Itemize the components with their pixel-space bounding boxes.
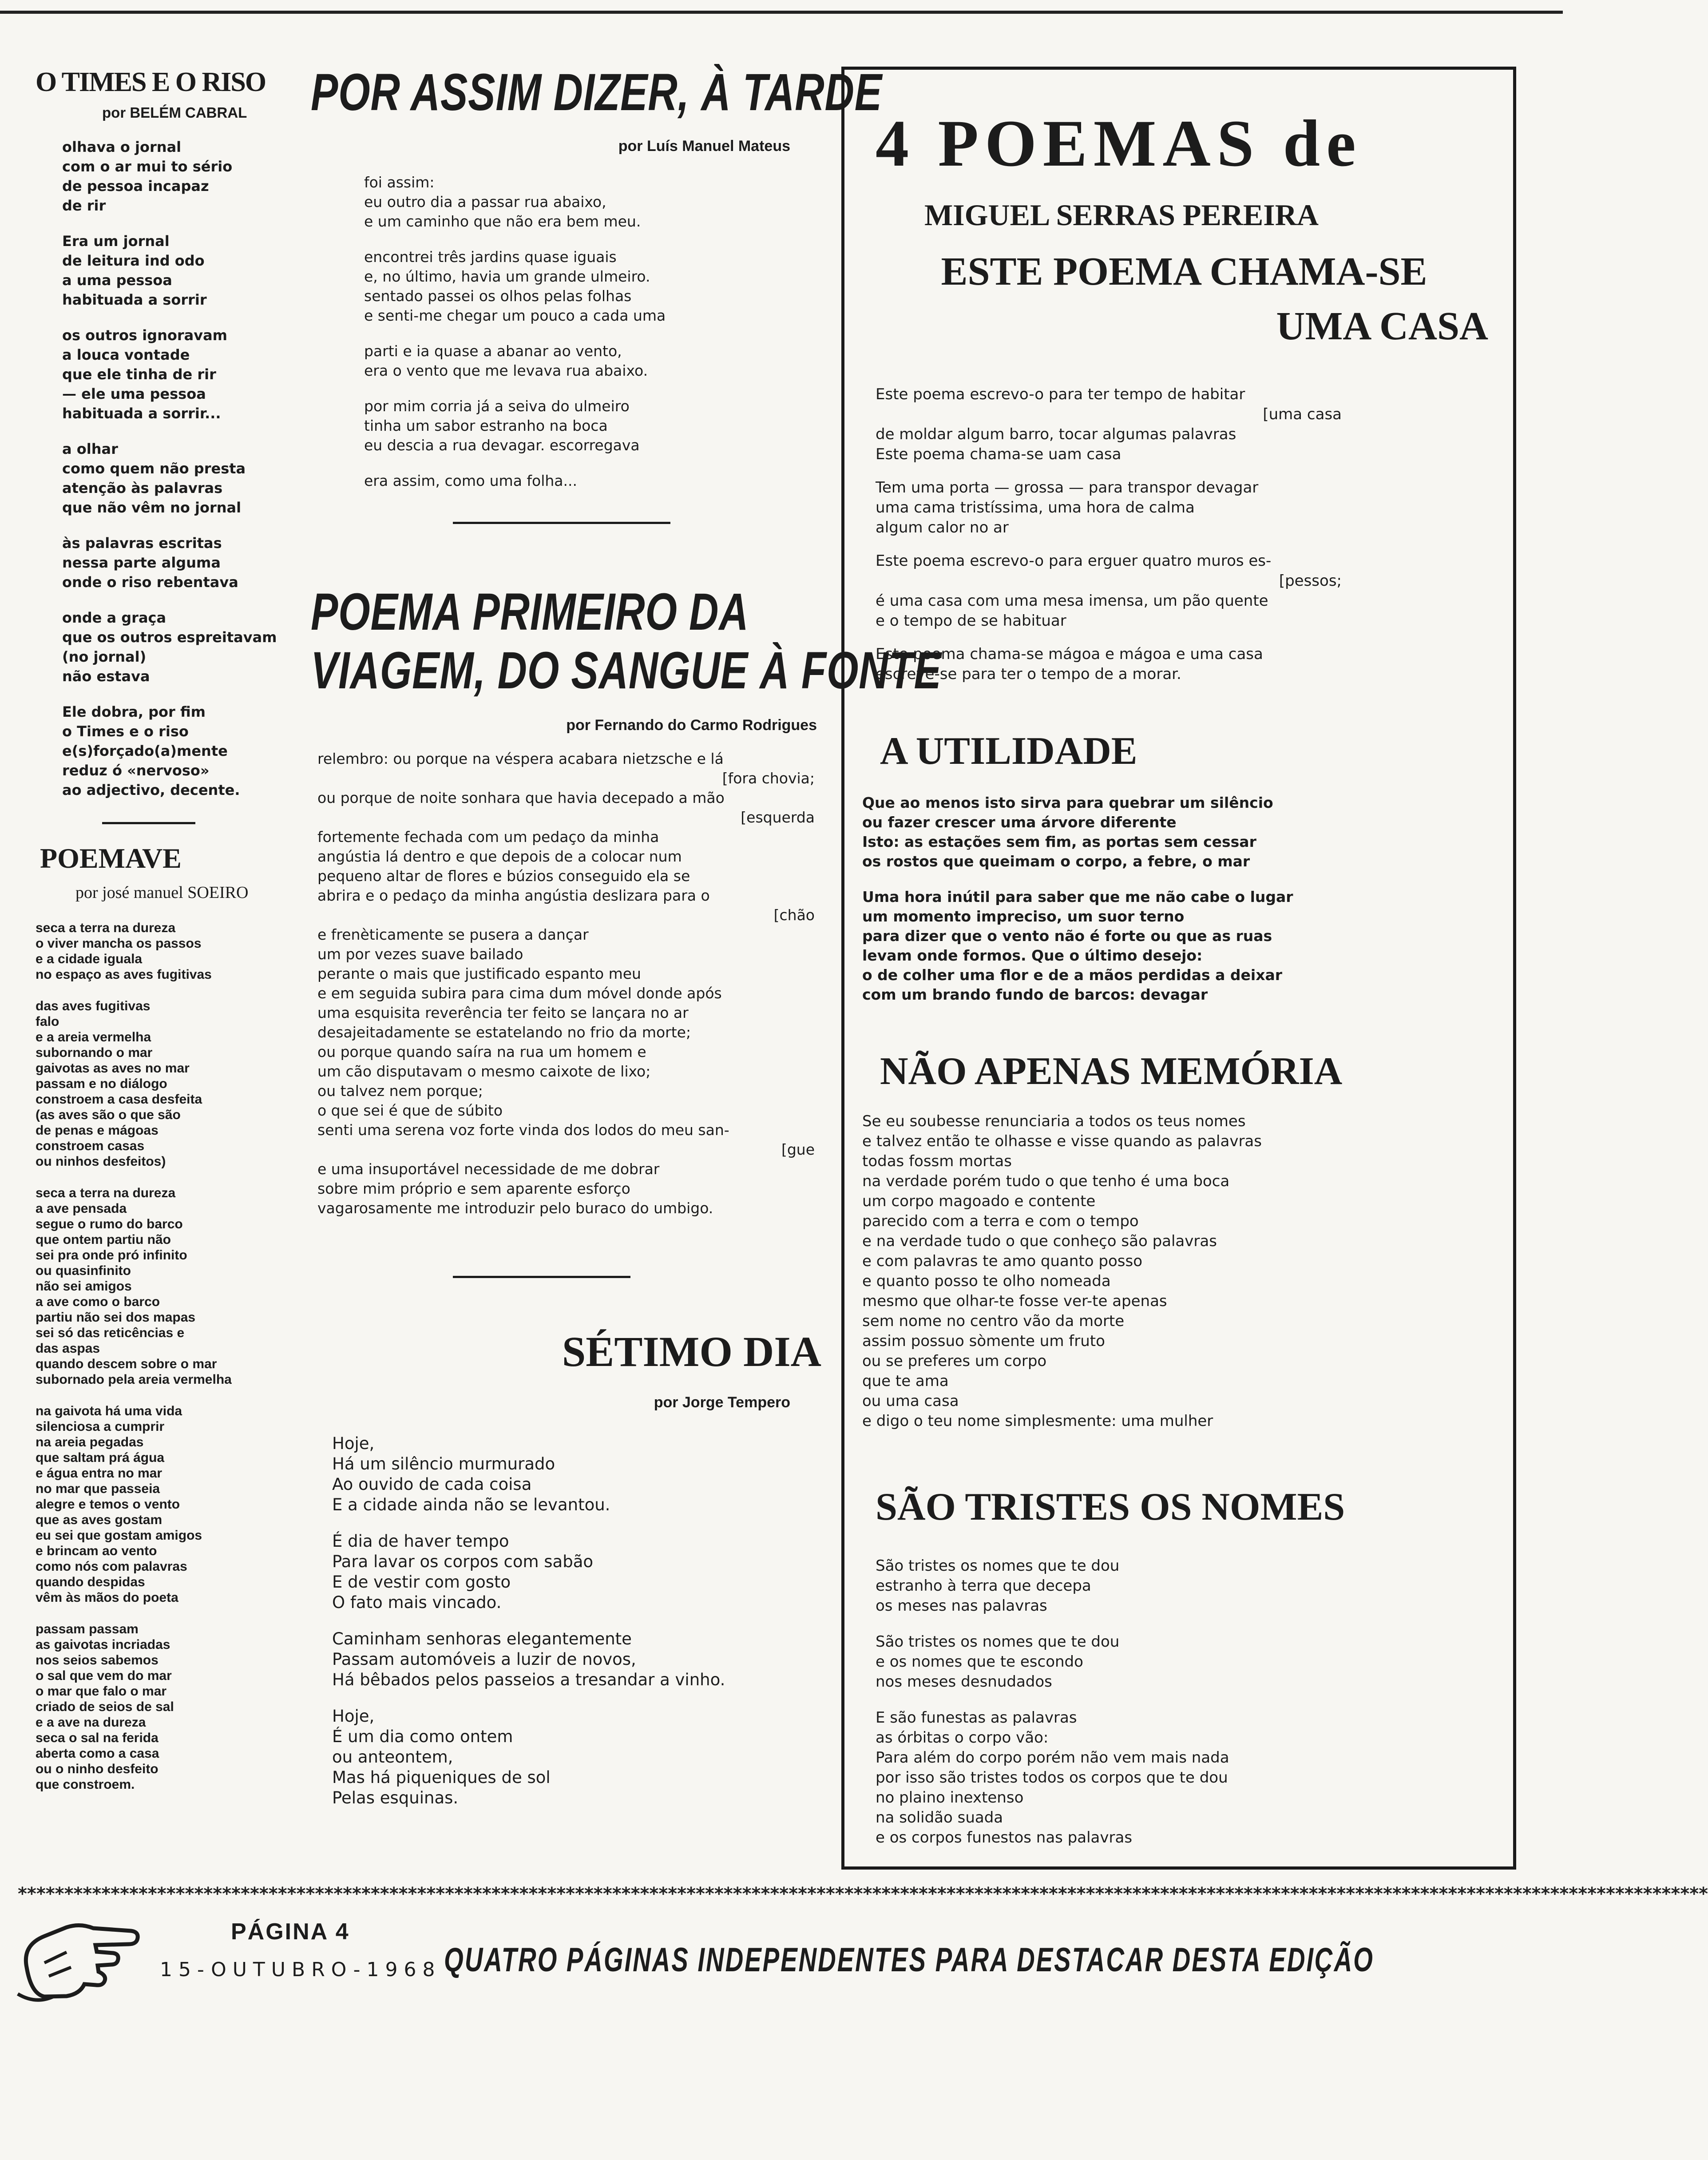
assim-title: POR ASSIM DIZER, À TARDE: [311, 63, 882, 122]
poem-line: e na verdade tudo o que conheço são palavras: [862, 1232, 1217, 1250]
poem-line: Que ao menos isto sirva para quebrar um silêncio: [862, 794, 1273, 811]
stanza: [62, 702, 293, 800]
poem-line: para dizer que o vento não é forte ou que as ruas: [862, 927, 1272, 945]
poem-line: e(s)forçado(a)mente: [62, 742, 228, 759]
poem-line: que os outros espreitavam: [62, 629, 277, 646]
poem-line: eu outro dia a passar rua abaixo,: [364, 193, 606, 210]
stanza: [62, 137, 293, 215]
times-byline: por BELÉM CABRAL: [102, 104, 247, 121]
poem-line: aberta como a casa: [36, 1746, 159, 1761]
poem-line: [gue: [781, 1141, 815, 1158]
poem-line: na verdade porém tudo o que tenho é uma boca: [862, 1172, 1230, 1190]
poem-line: e os corpos funestos nas palavras: [876, 1829, 1133, 1846]
poem-line: e senti-me chegar um pouco a cada uma: [364, 307, 666, 324]
poem-line: reduz ó «nervoso»: [62, 762, 210, 779]
viagem-poem: [317, 749, 815, 1218]
stanza: [62, 439, 293, 517]
poem-line: os outros ignoravam: [62, 327, 227, 344]
poem-line: com um brando fundo de barcos: devagar: [862, 986, 1208, 1003]
poem-line: e os nomes que te escondo: [876, 1653, 1083, 1671]
poem-line: [fora chovia;: [722, 770, 815, 787]
poem-line: habituada a sorrir: [62, 291, 207, 308]
poem-line: vêm às mãos do poeta: [36, 1590, 178, 1605]
poem-line: falo: [36, 1014, 59, 1029]
poem-line: não sei amigos: [36, 1279, 132, 1294]
p4-poem: [876, 1556, 1488, 1848]
stanza: [364, 341, 826, 381]
poem-line: que ele tinha de rir: [62, 366, 216, 383]
poem-line: o viver mancha os passos: [36, 936, 202, 951]
viagem-title-line1: POEMA PRIMEIRO DA: [311, 583, 749, 641]
poem-line: Mas há piqueniques de sol: [332, 1768, 551, 1787]
poem-line: a louca vontade: [62, 346, 190, 363]
poemave-title: POEMAVE: [40, 842, 182, 874]
poem-line: São tristes os nomes que te dou: [876, 1557, 1120, 1575]
poem-line: partiu não sei dos mapas: [36, 1310, 196, 1325]
p1-title-line2: UMA CASA: [1276, 304, 1488, 348]
poem-line: o Times e o riso: [62, 723, 189, 740]
poem-line: seca o sal na ferida: [36, 1731, 159, 1745]
poem-line: Caminham senhoras elegantemente: [332, 1629, 632, 1648]
poem-line: era assim, como uma folha...: [364, 472, 577, 489]
poem-line: Há bêbados pelos passeios a tresandar a vinho.: [332, 1670, 725, 1689]
poem-line: e quanto posso te olho nomeada: [862, 1272, 1111, 1290]
divider-rule: [453, 522, 670, 524]
poem-line: criado de seios de sal: [36, 1699, 174, 1714]
poem-line: habituada a sorrir...: [62, 405, 221, 422]
viagem-byline: por Fernando do Carmo Rodrigues: [566, 717, 817, 734]
poem-line: um momento impreciso, um suor terno: [862, 908, 1185, 925]
poem-line: Uma hora inútil para saber que me não cabe o lugar: [862, 888, 1293, 905]
poem-line: como quem não presta: [62, 460, 246, 477]
poem-line: relembro: ou porque na véspera acabara nietzsche e lá: [317, 750, 724, 767]
times-title: O TIMES E O RISO: [36, 67, 266, 97]
stanza: [876, 1632, 1488, 1692]
poem-line: ou ninhos desfeitos): [36, 1154, 166, 1169]
poem-line: e digo o teu nome simplesmente: uma mulher: [862, 1412, 1213, 1430]
poem-line: eu descia a rua devagar. escorregava: [364, 437, 640, 454]
poem-line: a ave pensada: [36, 1201, 127, 1216]
poem-line: e em seguida subira para cima dum móvel donde após: [317, 985, 722, 1002]
poem-line: e água entra no mar: [36, 1466, 162, 1481]
poem-line: [876, 631, 1342, 644]
poem-line: pequeno altar de flores e búzios conseguido ela se: [317, 867, 690, 885]
poem-line: sobre mim próprio e sem aparente esforço: [317, 1180, 630, 1197]
poem-line: de pessoa incapaz: [62, 178, 209, 195]
stanza: [364, 173, 826, 231]
poem-line: angústia lá dentro e que depois de a colocar num: [317, 848, 682, 865]
poem-line: Tem uma porta — grossa — para transpor devagar: [876, 479, 1259, 496]
setimo-title: SÉTIMO DIA: [562, 1328, 821, 1375]
poem-line: de rir: [62, 197, 106, 214]
poem-line: ao adjectivo, decente.: [62, 782, 240, 798]
poem-line: parti e ia quase a abanar ao vento,: [364, 342, 622, 360]
assim-poem: [364, 173, 826, 491]
poem-line: a ave como o barco: [36, 1294, 160, 1309]
poem-line: que não vêm no jornal: [62, 499, 242, 516]
stanza: [862, 793, 1488, 871]
poem-line: e a cidade iguala: [36, 952, 143, 966]
poem-line: E de vestir com gosto: [332, 1572, 511, 1592]
poem-line: Ao ouvido de cada coisa: [332, 1475, 532, 1494]
poem-line: na gaivota há uma vida: [36, 1404, 182, 1418]
poem-line: o mar que falo o mar: [36, 1684, 167, 1699]
poem-line: ou talvez nem porque;: [317, 1082, 483, 1100]
poem-line: Este poema chama-se mágoa e mágoa e uma casa: [876, 645, 1263, 663]
poem-line: Pelas esquinas.: [332, 1788, 459, 1807]
poem-line: os meses nas palavras: [876, 1597, 1047, 1615]
poem-line: e frenèticamente se pusera a dançar: [317, 926, 589, 943]
poem-line: era o vento que me levava rua abaixo.: [364, 362, 648, 379]
poem-line: — ele uma pessoa: [62, 385, 206, 402]
poem-line: sentado passei os olhos pelas folhas: [364, 287, 632, 305]
poem-line: e um caminho que não era bem meu.: [364, 213, 641, 230]
poem-line: quando descem sobre o mar: [36, 1357, 217, 1371]
poem-line: Este poema chama-se uam casa: [876, 445, 1121, 463]
poem-line: é uma casa com uma mesa imensa, um pão quente: [876, 592, 1268, 610]
poem-line: E são funestas as palavras: [876, 1709, 1077, 1727]
poem-line: ou quasinfinito: [36, 1263, 131, 1278]
poem-line: Ele dobra, por fim: [62, 703, 206, 720]
page-label: PÁGINA 4: [231, 1919, 350, 1945]
poem-line: estranho à terra que decepa: [876, 1577, 1091, 1595]
poem-line: as gaivotas incriadas: [36, 1637, 170, 1652]
four-poems-box: [841, 67, 1516, 1870]
poem-line: ou se preferes um corpo: [862, 1352, 1047, 1370]
p1-title-line1: ESTE POEMA CHAMA-SE: [941, 250, 1427, 294]
poem-line: seca a terra na dureza: [36, 921, 176, 935]
poem-line: tinha um sabor estranho na boca: [364, 417, 608, 434]
poem-line: É um dia como ontem: [332, 1727, 513, 1746]
poem-line: e uma insuportável necessidade de me dobrar: [317, 1160, 660, 1178]
poem-line: Para lavar os corpos com sabão: [332, 1552, 594, 1571]
poem-line: nessa parte alguma: [62, 554, 221, 571]
stanza: [364, 247, 826, 326]
poem-line: por isso são tristes todos os corpos que te dou: [876, 1769, 1228, 1787]
poem-line: que saltam prá água: [36, 1450, 165, 1465]
stanza: [332, 1531, 826, 1613]
poem-line: Para além do corpo porém não vem mais nada: [876, 1749, 1229, 1767]
poem-line: nos meses desnudados: [876, 1673, 1052, 1691]
poem-line: Este poema escrevo-o para ter tempo de habitar: [876, 385, 1245, 403]
poem-line: que te ama: [862, 1372, 949, 1390]
poem-line: Há um silêncio murmurado: [332, 1454, 555, 1473]
poem-line: segue o rumo do barco: [36, 1217, 183, 1231]
poem-line: uma esquisita reverência ter feito se lançara no ar: [317, 1004, 689, 1021]
p1-poem: [876, 385, 1342, 684]
p3-title: NÃO APENAS MEMÓRIA: [880, 1050, 1343, 1093]
poem-line: um por vezes suave bailado: [317, 945, 523, 963]
stanza: [876, 1708, 1488, 1848]
divider-rule: [453, 1276, 630, 1278]
times-poem: [62, 137, 293, 800]
poem-line: na areia pegadas: [36, 1435, 144, 1449]
stanza: [36, 998, 293, 1169]
poem-line: desajeitadamente se estatelando no frio da morte;: [317, 1024, 691, 1041]
poem-line: abrira e o pedaço da minha angústia deslizara para o: [317, 887, 710, 904]
poem-line: seca a terra na dureza: [36, 1186, 176, 1200]
poem-line: o que sei é que de súbito: [317, 1102, 503, 1119]
pointing-hand-icon: [18, 1910, 142, 2007]
poem-line: uma cama tristíssima, uma hora de calma: [876, 499, 1195, 516]
poem-line: vagarosamente me introduzir pelo buraco do umbigo.: [317, 1199, 713, 1217]
poem-line: escreve-se para ter o tempo de a morar.: [876, 665, 1181, 683]
poem-line: constroem a casa desfeita: [36, 1092, 202, 1107]
setimo-poem: [332, 1433, 826, 1808]
poem-line: como nós com palavras: [36, 1559, 187, 1574]
poem-line: e a areia vermelha: [36, 1030, 151, 1044]
poem-line: encontrei três jardins quase iguais: [364, 248, 617, 266]
poem-line: subornado pela areia vermelha: [36, 1372, 232, 1387]
poem-line: na solidão suada: [876, 1809, 1003, 1826]
stanza: [36, 920, 293, 982]
poem-line: quando despidas: [36, 1575, 145, 1589]
poem-line: [876, 538, 1342, 551]
poem-line: atenção às palavras: [62, 480, 223, 496]
poem-line: e talvez então te olhasse e visse quando as palavras: [862, 1132, 1262, 1150]
stanza: [876, 1556, 1488, 1616]
poem-line: que ontem partiu não: [36, 1232, 171, 1247]
poem-line: (no jornal): [62, 648, 147, 665]
poem-line: Hoje,: [332, 1434, 375, 1453]
poem-line: São tristes os nomes que te dou: [876, 1633, 1120, 1651]
poem-line: com o ar mui to sério: [62, 158, 233, 175]
stanza: [332, 1706, 826, 1808]
poem-line: silenciosa a cumprir: [36, 1419, 165, 1434]
poem-line: os rostos que queimam o corpo, a febre, o mar: [862, 853, 1250, 870]
stanza: [62, 608, 293, 686]
poem-line: ou porque de noite sonhara que havia decepado a mão: [317, 789, 725, 806]
poem-line: que as aves gostam: [36, 1513, 162, 1527]
assim-byline: por Luís Manuel Mateus: [618, 138, 790, 155]
poem-line: a uma pessoa: [62, 272, 172, 289]
poem-line: [esquerda: [741, 809, 815, 826]
poem-line: e o tempo de se habituar: [876, 612, 1066, 630]
poem-line: um corpo magoado e contente: [862, 1192, 1096, 1210]
poem-line: no espaço as aves fugitivas: [36, 967, 212, 982]
poem-line: Hoje,: [332, 1707, 375, 1726]
poem-line: de leitura ind odo: [62, 252, 205, 269]
stanza: [862, 887, 1488, 1005]
poem-line: foi assim:: [364, 174, 435, 191]
poem-line: e a ave na dureza: [36, 1715, 146, 1730]
stanza: [36, 1185, 293, 1387]
poem-line: de penas e mágoas: [36, 1123, 159, 1138]
poem-line: É dia de haver tempo: [332, 1532, 509, 1551]
poem-line: sem nome no centro vão da morte: [862, 1312, 1125, 1330]
poem-line: o de colher uma flor e de a mãos perdidas a deixar: [862, 966, 1283, 984]
viagem-title-line2: VIAGEM, DO SANGUE À FONTE: [311, 641, 942, 700]
poem-line: ou porque quando saíra na rua um homem e: [317, 1043, 646, 1060]
poem-line: ou uma casa: [862, 1392, 959, 1410]
poem-line: Isto: as estações sem fim, as portas sem cessar: [862, 833, 1256, 850]
left-column: [36, 67, 293, 1865]
p2-title: A UTILIDADE: [880, 730, 1137, 773]
poem-line: sei pra onde pró infinito: [36, 1248, 187, 1263]
edition-tagline: QUATRO PÁGINAS INDEPENDENTES PARA DESTACAR DESTA EDIÇÃO: [444, 1941, 1374, 1979]
poem-line: não estava: [62, 668, 150, 685]
poem-line: no mar que passeia: [36, 1481, 160, 1496]
poem-line: eu sei que gostam amigos: [36, 1528, 202, 1543]
poem-line: passam passam: [36, 1622, 139, 1636]
poem-line: às palavras escritas: [62, 535, 222, 552]
poem-line: [uma casa: [1263, 405, 1342, 423]
poem-line: O fato mais vincado.: [332, 1593, 502, 1612]
p3-poem: [862, 1112, 1488, 1431]
poem-line: nos seios sabemos: [36, 1653, 159, 1668]
poemave-poem: [36, 920, 293, 1792]
poem-line: algum calor no ar: [876, 519, 1009, 536]
poem-line: Era um jornal: [62, 233, 170, 250]
poem-line: perante o mais que justificado espanto meu: [317, 965, 641, 982]
poemave-byline: por josé manuel SOEIRO: [75, 883, 249, 902]
stanza: [62, 326, 293, 423]
poem-line: no plaino inextenso: [876, 1789, 1024, 1807]
poem-line: [876, 465, 1342, 478]
poem-line: Se eu soubesse renunciaria a todos os teus nomes: [862, 1112, 1246, 1130]
box-header: 4 POEMAS de: [876, 107, 1362, 180]
poem-line: o sal que vem do mar: [36, 1668, 172, 1683]
poem-line: levam onde formos. Que o último desejo:: [862, 947, 1203, 964]
edition-date: 15-OUTUBRO-1968: [160, 1958, 441, 1981]
stanza: [62, 533, 293, 592]
poem-line: gaivotas as aves no mar: [36, 1061, 190, 1076]
poem-line: constroem casas: [36, 1139, 145, 1153]
poem-line: [pessos;: [1279, 572, 1342, 590]
poem-line: onde a graça: [62, 609, 166, 626]
poem-line: passam e no diálogo: [36, 1076, 167, 1091]
stanza: [364, 397, 826, 455]
poem-line: das aves fugitivas: [36, 999, 151, 1013]
poem-line: onde o riso rebentava: [62, 574, 238, 591]
divider-rule: [102, 822, 195, 824]
poem-line: mesmo que olhar-te fosse ver-te apenas: [862, 1292, 1167, 1310]
poem-line: [chão: [773, 906, 815, 924]
stanza: [62, 231, 293, 310]
poem-line: alegre e temos o vento: [36, 1497, 180, 1512]
box-author: MIGUEL SERRAS PEREIRA: [924, 198, 1319, 232]
poem-line: olhava o jornal: [62, 139, 182, 155]
poem-line: as órbitas o corpo vão:: [876, 1729, 1049, 1747]
poem-line: de moldar algum barro, tocar algumas palavras: [876, 425, 1236, 443]
stanza: [36, 1403, 293, 1605]
poem-line: E a cidade ainda não se levantou.: [332, 1495, 610, 1514]
poem-line: assim possuo sòmente um fruto: [862, 1332, 1105, 1350]
stanza: [36, 1621, 293, 1792]
poem-line: das aspas: [36, 1341, 100, 1356]
poem-line: senti uma serena voz forte vinda dos lodos do meu san-: [317, 1121, 729, 1139]
poem-line: ou o ninho desfeito: [36, 1762, 159, 1776]
poem-line: (as aves são o que são: [36, 1108, 181, 1122]
poem-line: por mim corria já a seiva do ulmeiro: [364, 397, 630, 415]
poem-line: sei só das reticências e: [36, 1326, 185, 1340]
top-border-rule: [0, 0, 1563, 14]
poem-line: ou fazer crescer uma árvore diferente: [862, 814, 1177, 831]
poem-line: parecido com a terra e com o tempo: [862, 1212, 1139, 1230]
poem-line: e brincam ao vento: [36, 1544, 157, 1558]
star-divider: **************************************************************************************************************************************************************************************: [18, 1884, 1708, 1904]
p2-poem: [862, 793, 1488, 1005]
poem-line: fortemente fechada com um pedaço da minha: [317, 828, 659, 846]
setimo-byline: por Jorge Tempero: [654, 1394, 790, 1411]
stanza: [332, 1629, 826, 1690]
poem-line: todas fossm mortas: [862, 1152, 1012, 1170]
poem-line: Passam automóveis a luzir de novos,: [332, 1650, 636, 1669]
poem-line: a olhar: [62, 441, 118, 457]
stanza: [364, 471, 826, 491]
poem-line: Este poema escrevo-o para erguer quatro muros es-: [876, 552, 1272, 570]
poem-line: ou anteontem,: [332, 1747, 453, 1767]
poem-line: um cão disputavam o mesmo caixote de lixo;: [317, 1063, 651, 1080]
poem-line: e, no último, havia um grande ulmeiro.: [364, 268, 650, 285]
poem-line: e com palavras te amo quanto posso: [862, 1252, 1142, 1270]
p4-title: SÃO TRISTES OS NOMES: [876, 1485, 1345, 1529]
poem-line: subornando o mar: [36, 1045, 153, 1060]
stanza: [332, 1433, 826, 1515]
poem-line: que constroem.: [36, 1777, 135, 1792]
